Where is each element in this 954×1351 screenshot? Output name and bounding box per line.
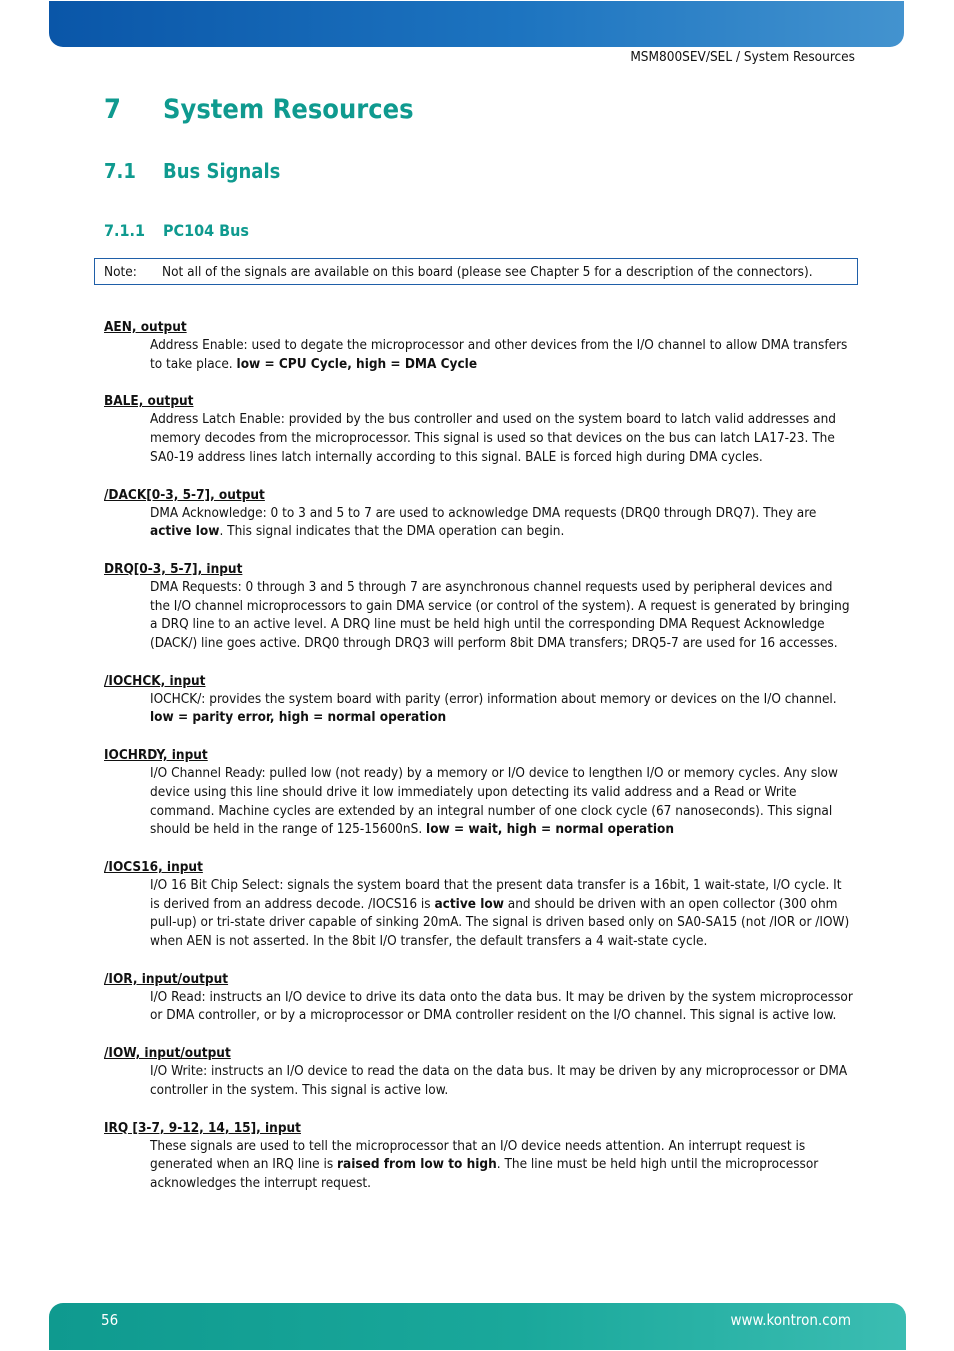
signal-description — [150, 410, 854, 466]
signal-entry — [104, 858, 854, 951]
subsection-number: 7.1.1 — [104, 221, 145, 240]
signal-entry — [104, 560, 854, 653]
signal-name: /IOCS16, input — [104, 858, 203, 875]
signal-description — [150, 764, 854, 839]
signal-description — [150, 504, 854, 541]
section-heading — [104, 159, 280, 183]
signal-description — [150, 876, 854, 951]
signal-description — [150, 1137, 854, 1193]
signal-description-text: Address Latch Enable: provided by the bus controller and used on the system board to latch valid addresses and memory decodes from the microprocessor. This signal is used so that devices on the bus can latch LA17-23. The SA0-19 address lines latch internally according to this signal. BALE is forced high during DMA cycles. — [150, 411, 836, 465]
signal-name: /IOW, input/output — [104, 1045, 231, 1062]
signal-description-text: DMA Requests: 0 through 3 and 5 through 7 are asynchronous channel requests used by peripheral devices and the I/O channel microprocessors to gain DMA service (or control of the system). A request is generated by bringing a DRQ line to an active level. A DRQ line must be held high until the corresponding DMA Request Acknowledge (DACK/) line goes active. DRQ0 through DRQ3 will perform 8bit DMA transfers; DRQ5-7 are used for 16 accesses. — [150, 578, 850, 652]
signal-description — [150, 690, 854, 727]
section-number: 7.1 — [104, 159, 136, 183]
signal-description-text: These signals are used to tell the microprocessor that an I/O device needs attention. An interrupt request is generated when an IRQ line is — [150, 1137, 806, 1173]
signal-name: /IOCHCK, input — [104, 672, 206, 689]
subsection-heading — [104, 221, 249, 240]
signal-description-text: I/O Write: instructs an I/O device to read the data on the data bus. It may be driven by any microprocessor or DMA controller in the system. This signal is active low. — [150, 1063, 848, 1098]
signal-entry — [104, 486, 854, 541]
signal-entry — [104, 970, 854, 1025]
signal-description-text: I/O Channel Ready: pulled low (not ready) by a memory or I/O device to lengthen I/O or memory cycles. Any slow device using this line should drive it low immediately upon detecting its valid address and a Read or Write command. Machine cycles are extended by an integral number of one clock cycle (67 nanoseconds). This signal should be held in the range of 125-15600nS. — [150, 765, 838, 838]
top-banner — [49, 1, 904, 47]
signal-entry — [104, 672, 854, 727]
note-label: Note: — [104, 264, 137, 280]
signal-description-text: DMA Acknowledge: 0 to 3 and 5 to 7 are used to acknowledge DMA requests (DRQ0 through DRQ7). They are — [150, 504, 817, 521]
signal-name: BALE, output — [104, 393, 194, 410]
signal-name: AEN, output — [104, 319, 187, 335]
chapter-number: 7 — [104, 94, 121, 125]
signal-description-text: I/O 16 Bit Chip Select: signals the system board that the present data transfer is a 16bit, 1 wait-state, I/O cycle. It is derived from an address decode. /IOCS16 is — [150, 876, 842, 912]
chapter-heading — [104, 94, 414, 125]
signal-name: /DACK[0-3, 5-7], output — [104, 486, 265, 503]
signal-description — [150, 578, 854, 653]
signal-description-text: and should be driven with an open collector (300 ohm pull-up) or tri-state driver capable of sinking 20mA. The signal is driven based only on SA0-SA15 (not /IOR or /IOW) when AEN is not asserted. In the 8bit I/O transfer, the default transfers a 4 wait-state cycle. — [150, 895, 850, 950]
signal-entry — [104, 746, 854, 839]
section-title: Bus Signals — [163, 159, 281, 183]
running-header: MSM800SEV/SEL / System Resources — [630, 49, 855, 65]
signal-list — [104, 318, 854, 1212]
signal-name: IOCHRDY, input — [104, 747, 208, 764]
signal-description-emphasis: raised from low to high — [337, 1156, 497, 1173]
signal-entry — [104, 392, 854, 466]
signal-entry — [104, 1044, 854, 1099]
signal-description-emphasis: active low — [150, 523, 220, 540]
signal-description — [150, 336, 854, 373]
signal-entry — [104, 318, 854, 373]
signal-name: IRQ [3-7, 9-12, 14, 15], input — [104, 1119, 301, 1136]
signal-description-emphasis: low = parity error, high = normal operation — [150, 709, 447, 726]
note-box — [94, 258, 858, 285]
signal-entry — [104, 1119, 854, 1193]
subsection-title: PC104 Bus — [163, 221, 249, 240]
signal-name: DRQ[0-3, 5-7], input — [104, 560, 243, 577]
website-link[interactable]: www.kontron.com — [730, 1311, 851, 1329]
signal-description-emphasis: low = wait, high = normal operation — [426, 821, 675, 838]
signal-description-emphasis: low = CPU Cycle, high = DMA Cycle — [236, 355, 478, 372]
signal-description-text: . This signal indicates that the DMA operation can begin. — [219, 523, 565, 540]
page-number: 56 — [101, 1311, 119, 1329]
signal-description-text: . The line must be held high until the microprocessor acknowledges the interrupt request. — [150, 1156, 819, 1191]
signal-description — [150, 988, 854, 1025]
signal-description-emphasis: active low — [434, 895, 504, 912]
signal-name: /IOR, input/output — [104, 970, 229, 987]
note-text: Not all of the signals are available on this board (please see Chapter 5 for a description of the connectors). — [162, 264, 813, 280]
footer-bar — [49, 1303, 906, 1350]
signal-description-text: Address Enable: used to degate the microprocessor and other devices from the I/O channel to allow DMA transfers to take place. — [150, 337, 848, 372]
signal-description — [150, 1062, 854, 1099]
signal-description-text: IOCHCK/: provides the system board with parity (error) information about memory or devices on the I/O channel. — [150, 690, 837, 707]
chapter-title: System Resources — [163, 94, 414, 125]
signal-description-text: I/O Read: instructs an I/O device to drive its data onto the data bus. It may be driven by the system microprocessor or DMA controller, or by a microprocessor or DMA controller resident on the I/O channel. This signal is active low. — [150, 988, 853, 1024]
